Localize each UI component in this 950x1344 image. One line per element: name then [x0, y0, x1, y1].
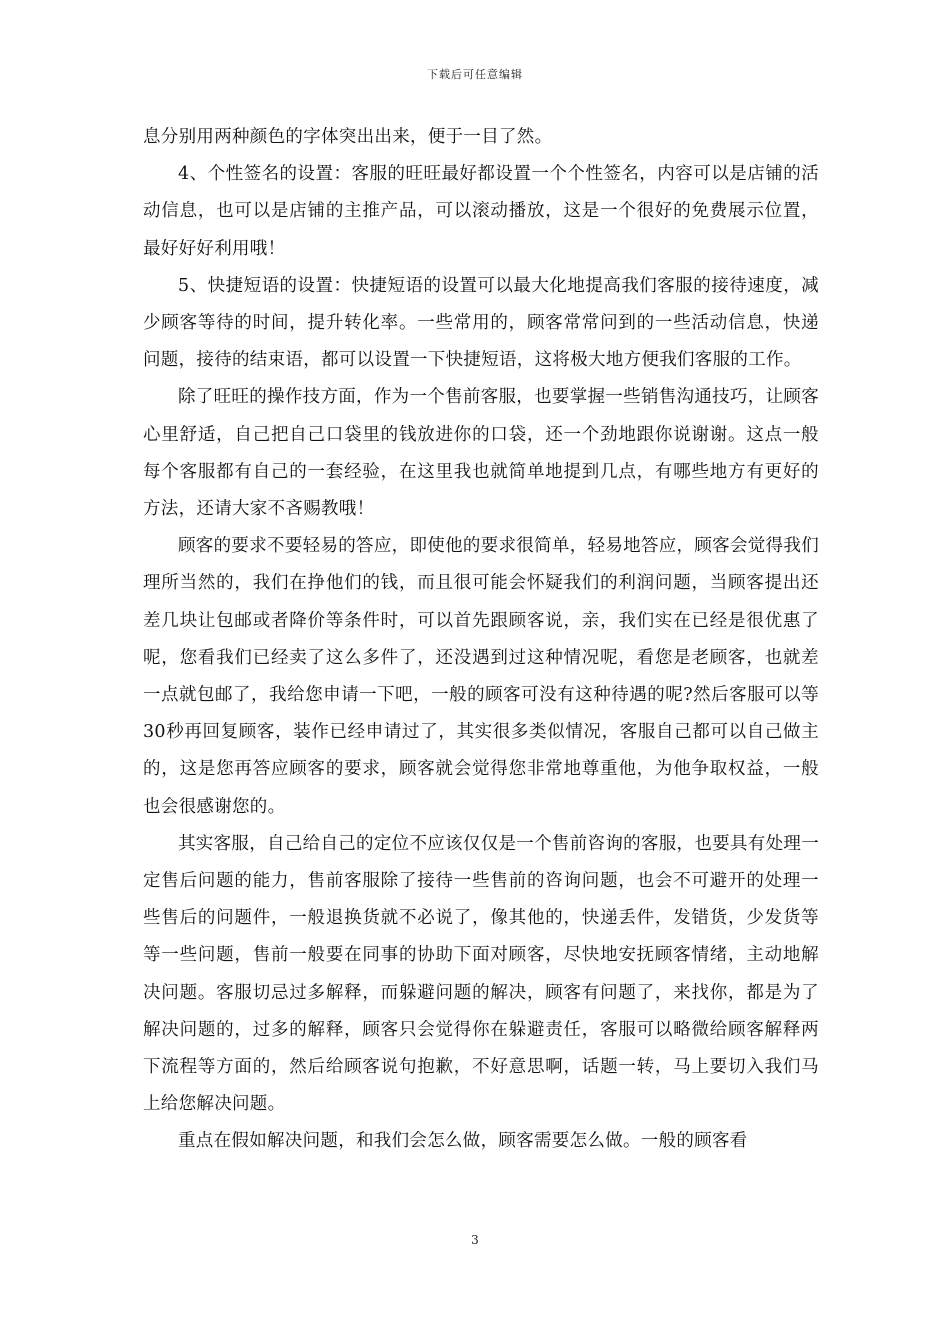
document-body	[143, 119, 819, 1161]
paragraph-problem-solving: 重点在假如解决问题，和我们会怎么做，顾客需要怎么做。一般的顾客看	[178, 1131, 748, 1152]
paragraph-quick-phrases: 5、快捷短语的设置：快捷短语的设置可以最大化地提高我们客服的接待速度，减少顾客等待的时间，提升转化率。一些常用的，顾客常常问到的一些活动信息，快递问题，接待的结束语，都可以设置一下快捷短语，这将极大地方便我们客服的工作。	[143, 275, 819, 371]
paragraph-signature-settings: 4、个性签名的设置：客服的旺旺最好都设置一个个性签名，内容可以是店铺的活动信息，也可以是店铺的主推产品，可以滚动播放，这是一个很好的免费展示位置，最好好好利用哦！	[143, 164, 819, 259]
paragraph-customer-requests: 顾客的要求不要轻易的答应，即使他的要求很简单，轻易地答应，顾客会觉得我们理所当然的，我们在挣他们的钱，而且很可能会怀疑我们的利润问题，当顾客提出还差几块让包邮或者降价等条件时，可以首先跟顾客说，亲，我们实在已经是很优惠了呢，您看我们已经卖了这么多件了，还没遇到过这种情况呢，看您是老顾客，也就差一点就包邮了，我给您申请一下吧，一般的顾客可没有这种待遇的呢?然后客服可以等30秒再回复顾客，装作已经申请过了，其实很多类似情况，客服自己都可以自己做主的，这是您再答应顾客的要求，顾客就会觉得您非常地尊重他，为他争取权益，一般也会很感谢您的。	[143, 536, 819, 817]
page-number: 3	[471, 1233, 479, 1247]
paragraph-sales-skills: 除了旺旺的操作技方面，作为一个售前客服，也要掌握一些销售沟通技巧，让顾客心里舒适，自己把自己口袋里的钱放进你的口袋，还一个劲地跟你说谢谢。这点一般每个客服都有自己的一套经验，在这里我也就简单地提到几点，有哪些地方有更好的方法，还请大家不吝赐教哦！	[143, 387, 819, 520]
page-header: 下载后可任意编辑	[427, 68, 523, 81]
paragraph-continuation: 息分别用两种颜色的字体突出出来，便于一目了然。	[143, 127, 553, 147]
paragraph-after-sales: 其实客服，自己给自己的定位不应该仅仅是一个售前咨询的客服，也要具有处理一定售后问题的能力，售前客服除了接待一些售前的咨询问题，也会不可避开的处理一些售后的问题件，一般退换货就不必说了，像其他的，快递丢件，发错货，少发货等等一些问题，售前一般要在同事的协助下面对顾客，尽快地安抚顾客情绪，主动地解决问题。客服切忌过多解释，而躲避问题的解决，顾客有问题了，来找你，都是为了解决问题的，过多的解释，顾客只会觉得你在躲避责任，客服可以略微给顾客解释两下流程等方面的，然后给顾客说句抱歉，不好意思啊，话题一转，马上要切入我们马上给您解决问题。	[143, 833, 819, 1115]
